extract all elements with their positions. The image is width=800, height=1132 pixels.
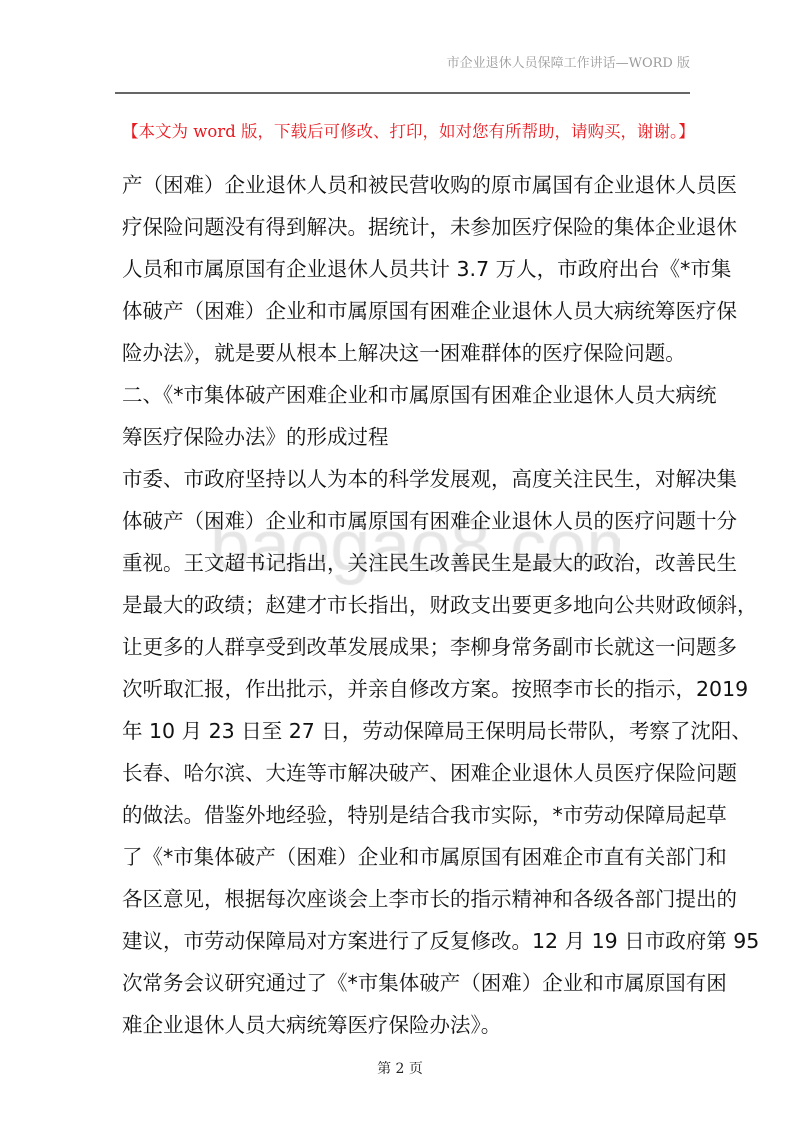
section-heading-line: 筹医疗保险办法》的形成过程 bbox=[122, 425, 389, 449]
text-line: 体破产（困难）企业和市属原国有困难企业退休人员大病统筹医疗保 bbox=[122, 299, 737, 323]
text-line: 疗保险问题没有得到解决。据统计，未参加医疗保险的集体企业退休 bbox=[122, 215, 737, 239]
text-line: 是最大的政绩；赵建才市长指出，财政支出要更多地向公共财政倾斜， bbox=[122, 593, 758, 617]
running-header: 市企业退休人员保障工作讲话—WORD 版 bbox=[446, 56, 690, 71]
text-line: 重视。王文超书记指出，关注民生改善民生是最大的政治，改善民生 bbox=[122, 551, 737, 575]
text-line: 人员和市属原国有企业退休人员共计 3.7 万人，市政府出台《*市集 bbox=[122, 257, 732, 281]
download-notice: 【本文为 word 版，下载后可修改、打印，如对您有所帮助，请购买，谢谢。】 bbox=[122, 122, 695, 141]
text-line: 年 10 月 23 日至 27 日，劳动保障局王保明局长带队，考察了沈阳、 bbox=[122, 719, 752, 743]
text-line: 次听取汇报，作出批示，并亲自修改方案。按照李市长的指示，2019 bbox=[122, 677, 749, 701]
text-line: 难企业退休人员大病统筹医疗保险办法》。 bbox=[122, 1013, 502, 1037]
text-line: 市委、市政府坚持以人为本的科学发展观，高度关注民生，对解决集 bbox=[122, 467, 737, 491]
header-divider bbox=[115, 92, 690, 94]
page-number: 第 2 页 bbox=[377, 1061, 423, 1077]
text-line: 的做法。借鉴外地经验，特别是结合我市实际，*市劳动保障局起草 bbox=[122, 803, 727, 827]
section-heading-line: 二、《*市集体破产困难企业和市属原国有困难企业退休人员大病统 bbox=[122, 383, 717, 407]
text-line: 让更多的人群享受到改革发展成果；李柳身常务副市长就这一问题多 bbox=[122, 635, 737, 659]
text-line: 各区意见，根据每次座谈会上李市长的指示精神和各级各部门提出的 bbox=[122, 887, 737, 911]
text-line: 建议，市劳动保障局对方案进行了反复修改。12 月 19 日市政府第 95 bbox=[122, 929, 760, 953]
text-line: 产（困难）企业退休人员和被民营收购的原市属国有企业退休人员医 bbox=[122, 173, 737, 197]
text-line: 了《*市集体破产（困难）企业和市属原国有困难企市直有关部门和 bbox=[122, 845, 727, 869]
text-line: 长春、哈尔滨、大连等市解决破产、困难企业退休人员医疗保险问题 bbox=[122, 761, 737, 785]
text-line: 体破产（困难）企业和市属原国有困难企业退休人员的医疗问题十分 bbox=[122, 509, 737, 533]
document-body bbox=[122, 164, 760, 1046]
text-line: 险办法》，就是要从根本上解决这一困难群体的医疗保险问题。 bbox=[122, 341, 686, 365]
text-line: 次常务会议研究通过了《*市集体破产（困难）企业和市属原国有困 bbox=[122, 971, 727, 995]
